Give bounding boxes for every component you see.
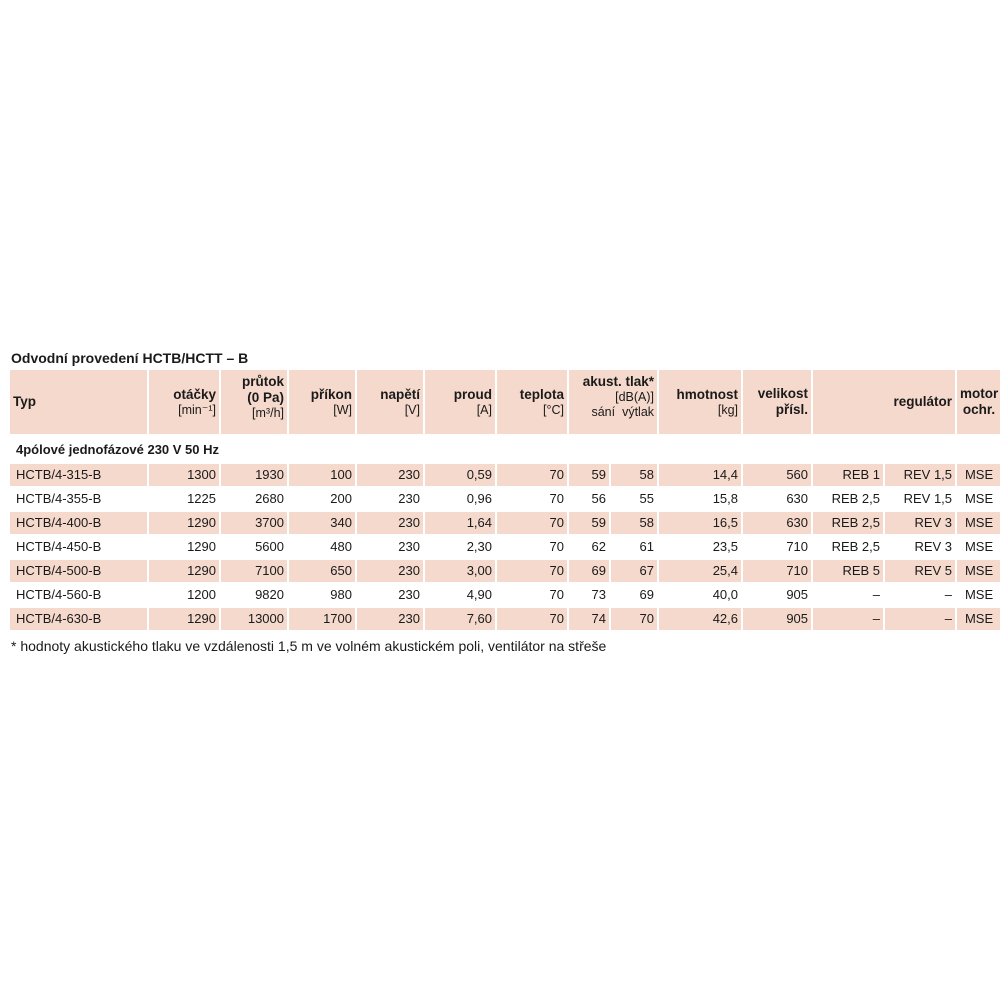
header-row	[10, 370, 1000, 434]
cell-vytlak: 55	[611, 488, 657, 512]
cell-reg-rev: REV 1,5	[885, 464, 955, 488]
cell-velikost: 905	[743, 608, 811, 632]
cell-vytlak: 58	[611, 512, 657, 536]
header-velikost: velikost přísl.	[743, 370, 811, 434]
cell-napeti: 230	[357, 608, 423, 632]
cell-otacky: 1290	[149, 536, 219, 560]
cell-velikost: 630	[743, 512, 811, 536]
cell-hmotnost: 40,0	[659, 584, 741, 608]
spec-table	[8, 370, 1000, 632]
cell-proud: 2,30	[425, 536, 495, 560]
cell-prikon: 980	[289, 584, 355, 608]
cell-hmotnost: 15,8	[659, 488, 741, 512]
cell-sani: 59	[569, 512, 609, 536]
cell-prutok: 3700	[221, 512, 287, 536]
cell-prutok: 13000	[221, 608, 287, 632]
cell-prikon: 100	[289, 464, 355, 488]
cell-prutok: 5600	[221, 536, 287, 560]
cell-teplota: 70	[497, 608, 567, 632]
cell-proud: 7,60	[425, 608, 495, 632]
cell-proud: 4,90	[425, 584, 495, 608]
cell-motor: MSE	[957, 608, 1000, 632]
table-title: Odvodní provedení HCTB/HCTT – B	[11, 350, 249, 366]
cell-reg-reb: REB 2,5	[813, 488, 883, 512]
cell-motor: MSE	[957, 536, 1000, 560]
cell-typ: HCTB/4-560-B	[10, 584, 147, 608]
cell-typ: HCTB/4-355-B	[10, 488, 147, 512]
cell-motor: MSE	[957, 584, 1000, 608]
cell-proud: 0,59	[425, 464, 495, 488]
cell-napeti: 230	[357, 512, 423, 536]
cell-reg-reb: –	[813, 608, 883, 632]
cell-motor: MSE	[957, 560, 1000, 584]
cell-prikon: 340	[289, 512, 355, 536]
header-regulator: regulátor	[813, 370, 955, 434]
cell-prikon: 1700	[289, 608, 355, 632]
cell-prikon: 480	[289, 536, 355, 560]
cell-otacky: 1290	[149, 608, 219, 632]
cell-vytlak: 70	[611, 608, 657, 632]
cell-vytlak: 58	[611, 464, 657, 488]
table-row	[10, 464, 1000, 488]
table-row	[10, 584, 1000, 608]
header-teplota: teplota [°C]	[497, 370, 567, 434]
cell-reg-rev: –	[885, 584, 955, 608]
header-hmotnost: hmotnost [kg]	[659, 370, 741, 434]
cell-sani: 74	[569, 608, 609, 632]
cell-prutok: 9820	[221, 584, 287, 608]
cell-napeti: 230	[357, 488, 423, 512]
cell-motor: MSE	[957, 488, 1000, 512]
cell-teplota: 70	[497, 584, 567, 608]
cell-reg-rev: REV 1,5	[885, 488, 955, 512]
cell-velikost: 710	[743, 536, 811, 560]
cell-proud: 0,96	[425, 488, 495, 512]
header-otacky: otáčky [min⁻¹]	[149, 370, 219, 434]
cell-napeti: 230	[357, 560, 423, 584]
cell-hmotnost: 14,4	[659, 464, 741, 488]
cell-proud: 3,00	[425, 560, 495, 584]
cell-reg-reb: –	[813, 584, 883, 608]
cell-teplota: 70	[497, 560, 567, 584]
cell-vytlak: 67	[611, 560, 657, 584]
table-row	[10, 608, 1000, 632]
table-row	[10, 536, 1000, 560]
cell-velikost: 560	[743, 464, 811, 488]
spec-sheet	[10, 346, 999, 654]
cell-sani: 56	[569, 488, 609, 512]
cell-teplota: 70	[497, 488, 567, 512]
cell-sani: 73	[569, 584, 609, 608]
cell-prutok: 1930	[221, 464, 287, 488]
cell-prutok: 7100	[221, 560, 287, 584]
cell-prikon: 200	[289, 488, 355, 512]
cell-reg-reb: REB 1	[813, 464, 883, 488]
table-row	[10, 512, 1000, 536]
table-row	[10, 488, 1000, 512]
header-napeti: napětí [V]	[357, 370, 423, 434]
cell-typ: HCTB/4-450-B	[10, 536, 147, 560]
cell-napeti: 230	[357, 536, 423, 560]
cell-otacky: 1200	[149, 584, 219, 608]
cell-prikon: 650	[289, 560, 355, 584]
header-proud: proud [A]	[425, 370, 495, 434]
cell-sani: 62	[569, 536, 609, 560]
cell-hmotnost: 42,6	[659, 608, 741, 632]
cell-otacky: 1225	[149, 488, 219, 512]
cell-sani: 69	[569, 560, 609, 584]
cell-velikost: 710	[743, 560, 811, 584]
cell-typ: HCTB/4-400-B	[10, 512, 147, 536]
cell-reg-reb: REB 2,5	[813, 512, 883, 536]
cell-hmotnost: 25,4	[659, 560, 741, 584]
cell-motor: MSE	[957, 512, 1000, 536]
cell-teplota: 70	[497, 536, 567, 560]
section-row	[10, 434, 1000, 464]
cell-sani: 59	[569, 464, 609, 488]
cell-teplota: 70	[497, 464, 567, 488]
header-akust: akust. tlak* [dB(A)] sání výtlak	[569, 370, 657, 434]
header-motor: motor ochr.	[957, 370, 1000, 434]
header-prikon: příkon [W]	[289, 370, 355, 434]
cell-otacky: 1290	[149, 512, 219, 536]
cell-velikost: 630	[743, 488, 811, 512]
header-prutok: průtok (0 Pa) [m³/h]	[221, 370, 287, 434]
footnote: * hodnoty akustického tlaku ve vzdálenosti 1,5 m ve volném akustickém poli, ventilátor na střeše	[11, 638, 607, 654]
header-typ: Typ	[10, 370, 147, 434]
cell-vytlak: 69	[611, 584, 657, 608]
section-label: 4pólové jednofázové 230 V 50 Hz	[16, 441, 220, 457]
cell-reg-reb: REB 5	[813, 560, 883, 584]
cell-otacky: 1290	[149, 560, 219, 584]
cell-napeti: 230	[357, 464, 423, 488]
cell-typ: HCTB/4-630-B	[10, 608, 147, 632]
cell-typ: HCTB/4-500-B	[10, 560, 147, 584]
cell-reg-reb: REB 2,5	[813, 536, 883, 560]
cell-otacky: 1300	[149, 464, 219, 488]
cell-motor: MSE	[957, 464, 1000, 488]
cell-reg-rev: REV 3	[885, 512, 955, 536]
cell-reg-rev: REV 3	[885, 536, 955, 560]
cell-hmotnost: 16,5	[659, 512, 741, 536]
cell-reg-rev: –	[885, 608, 955, 632]
cell-reg-rev: REV 5	[885, 560, 955, 584]
cell-hmotnost: 23,5	[659, 536, 741, 560]
cell-typ: HCTB/4-315-B	[10, 464, 147, 488]
cell-teplota: 70	[497, 512, 567, 536]
cell-velikost: 905	[743, 584, 811, 608]
cell-prutok: 2680	[221, 488, 287, 512]
table-row	[10, 560, 1000, 584]
cell-napeti: 230	[357, 584, 423, 608]
cell-vytlak: 61	[611, 536, 657, 560]
cell-proud: 1,64	[425, 512, 495, 536]
